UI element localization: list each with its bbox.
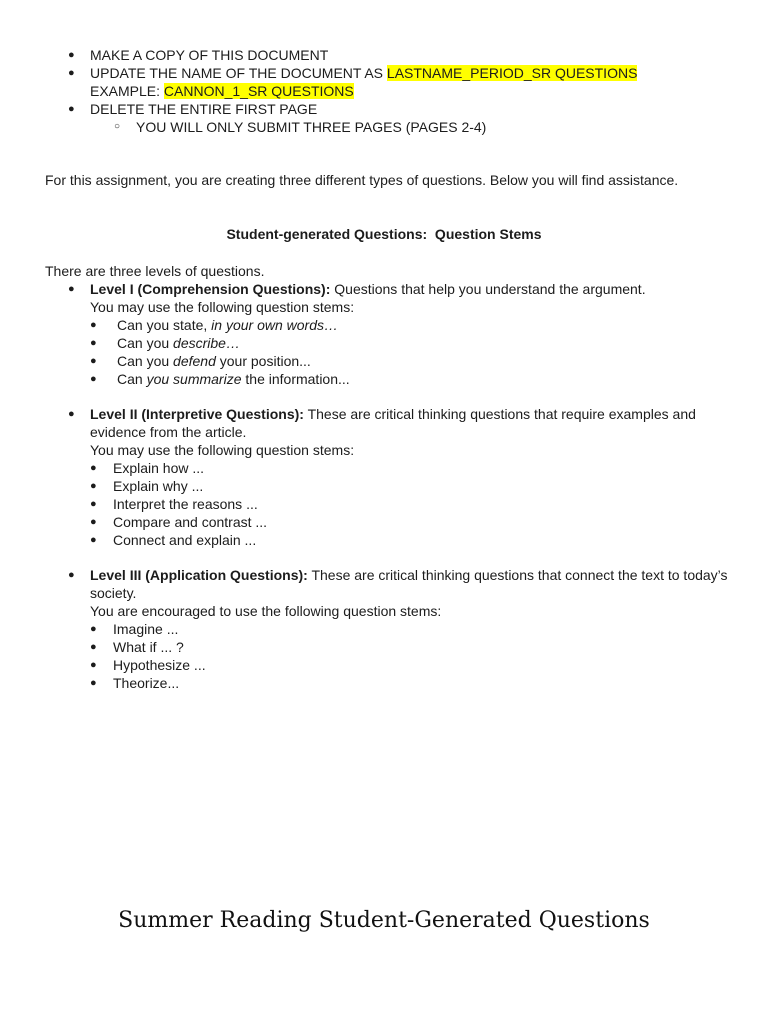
list-item: ● Explain why ... [90, 478, 204, 494]
list-item: ● Imagine ... [90, 621, 179, 637]
list-item: ● Can you describe… [90, 335, 240, 351]
instruction-text: DELETE THE ENTIRE FIRST PAGE [90, 101, 318, 117]
level-3-block [70, 566, 730, 692]
level-2-title: Level II (Interpretive Questions): [90, 406, 304, 422]
bullet-icon: ● [68, 283, 75, 295]
bullet-icon: ● [68, 569, 75, 581]
bullet-icon: ● [90, 462, 97, 474]
hollow-bullet-icon: ○ [114, 121, 121, 132]
bullet-icon: ● [68, 408, 75, 420]
list-item: ● What if ... ? [90, 639, 184, 655]
bullet-icon: ● [68, 103, 75, 115]
section-heading: Student-generated Questions: Question Stems [226, 226, 542, 242]
instruction-text: UPDATE THE NAME OF THE DOCUMENT AS [90, 65, 387, 81]
level-2-use: You may use the following question stems: [90, 442, 355, 458]
level-2-block [70, 405, 730, 549]
highlighted-example-filename: CANNON_1_SR QUESTIONS [163, 83, 354, 99]
instruction-item [70, 100, 750, 118]
bullet-icon: ● [90, 337, 97, 349]
list-item: ● Hypothesize ... [90, 657, 206, 673]
instruction-item [70, 46, 750, 64]
list-item: ● Theorize... [90, 675, 180, 691]
instructions-list [70, 46, 750, 136]
bullet-icon: ● [90, 319, 97, 331]
bullet-icon: ● [90, 373, 97, 385]
list-item: ● Can you defend your position... [90, 353, 311, 369]
level-3-title: Level III (Application Questions): [90, 567, 308, 583]
bullet-icon: ● [90, 534, 97, 546]
bullet-icon: ● [90, 677, 97, 689]
list-item: ● Can you summarize the information... [90, 371, 350, 387]
levels-intro: There are three levels of questions. [45, 263, 265, 279]
bullet-icon: ● [90, 623, 97, 635]
bullet-icon: ● [90, 659, 97, 671]
level-1-title: Level I (Comprehension Questions): [90, 281, 331, 297]
instruction-sub-item [70, 118, 750, 136]
level-1-use: You may use the following question stems: [90, 299, 355, 315]
list-item: ● Explain how ... [90, 460, 205, 476]
instruction-example [70, 82, 750, 100]
example-label: EXAMPLE: [90, 83, 164, 99]
level-3-use: You are encouraged to use the following question stems: [90, 603, 442, 619]
list-item: ● Connect and explain ... [90, 532, 257, 548]
level-1-desc: Questions that help you understand the argument. [330, 281, 646, 297]
level-2-description [70, 405, 730, 441]
level-1-block [70, 280, 730, 388]
highlighted-filename-format: LASTNAME_PERIOD_SR QUESTIONS [386, 65, 638, 81]
bullet-icon: ● [90, 641, 97, 653]
instruction-item [70, 64, 750, 82]
list-item: ● Can you state, in your own words… [90, 317, 338, 333]
list-item: ● Interpret the reasons ... [90, 496, 258, 512]
bullet-icon: ● [90, 355, 97, 367]
list-item: ● Compare and contrast ... [90, 514, 268, 530]
instruction-text: MAKE A COPY OF THIS DOCUMENT [90, 47, 329, 63]
bullet-icon: ● [90, 480, 97, 492]
bullet-icon: ● [90, 498, 97, 510]
instruction-sub-text: YOU WILL ONLY SUBMIT THREE PAGES (PAGES 2-4) [136, 119, 487, 135]
intro-paragraph: For this assignment, you are creating three different types of questions. Below you will find assistance. [45, 172, 679, 188]
level-2-desc: These are critical thinking questions that require examples and evidence from the article. [90, 406, 696, 440]
bullet-icon: ● [68, 49, 75, 61]
level-1-description [70, 280, 730, 298]
level-3-description [70, 566, 730, 602]
level-3-desc: These are critical thinking questions that connect the text to today’s society. [90, 567, 728, 601]
next-page-title: Summer Reading Student-Generated Questions [118, 908, 650, 933]
bullet-icon: ● [68, 67, 75, 79]
bullet-icon: ● [90, 516, 97, 528]
